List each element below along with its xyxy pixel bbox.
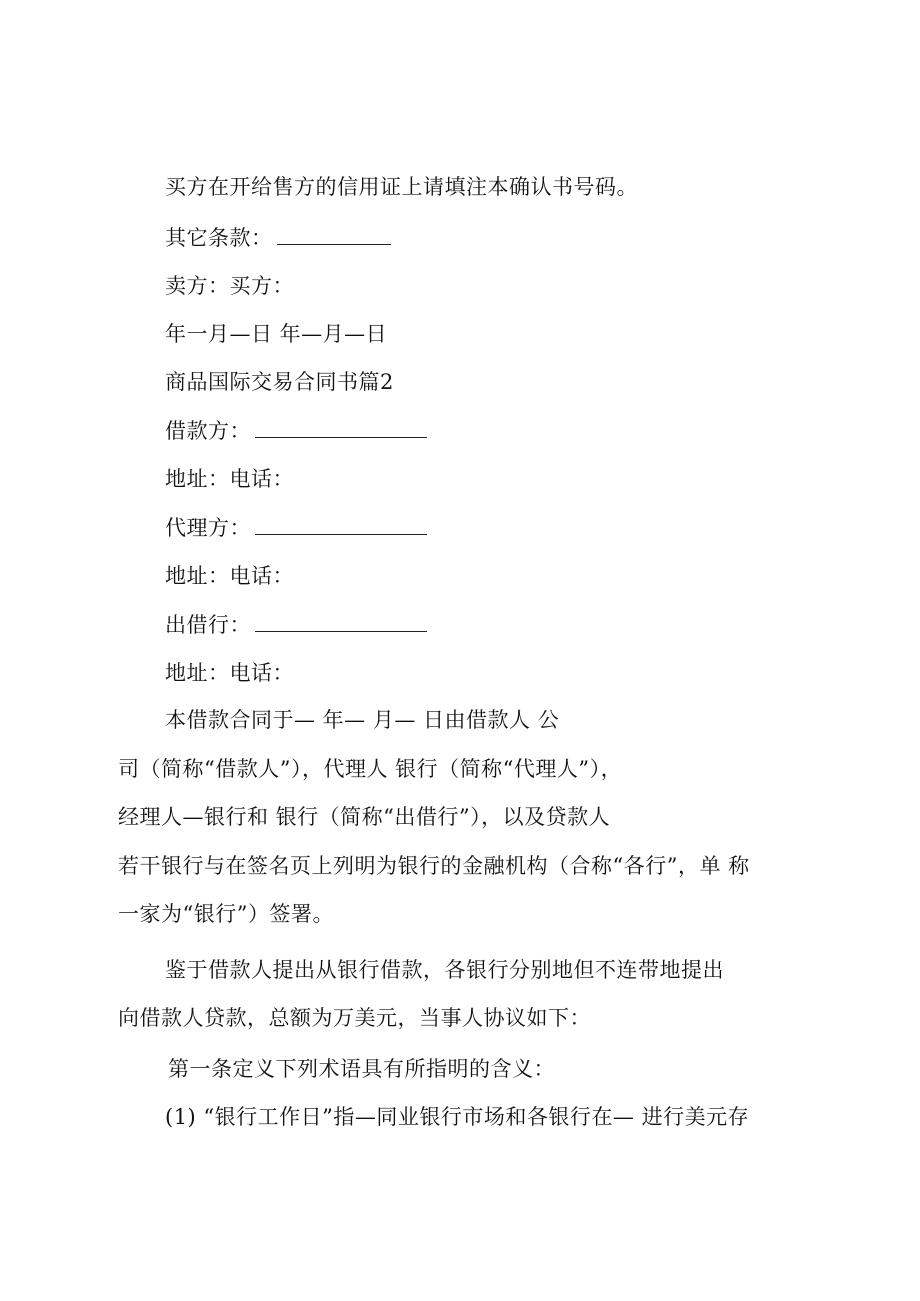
blank-line — [255, 514, 427, 535]
paragraph-line: 经理人—银行和 银行（简称“出借行”），以及贷款人 — [118, 805, 611, 829]
paragraph-line: 若干银行与在签名页上列明为银行的金融机构（合称“各行”，单 称 — [118, 854, 750, 878]
text-line-date: 年一月—日 年—月—日 — [165, 322, 388, 346]
article-heading: 第一条定义下列术语具有所指明的含义： — [168, 1057, 555, 1081]
blank-line — [255, 611, 427, 632]
text-line-other-terms: 其它条款： — [165, 224, 391, 252]
text-line-address: 地址：电话： — [165, 661, 294, 685]
definition-item: (1) “银行工作日”指—同业银行市场和各银行在— 进行美元存 — [165, 1105, 750, 1129]
section-heading: 商品国际交易合同书篇2 — [165, 370, 394, 394]
text-line: 买方在开给售方的信用证上请填注本确认书号码。 — [165, 175, 638, 199]
paragraph-line: 向借款人贷款，总额为万美元，当事人协议如下： — [118, 1006, 591, 1030]
paragraph-line: 本借款合同于— 年— 月— 日由借款人 公 — [165, 708, 560, 732]
text-line-agent: 代理方： — [165, 514, 427, 542]
paragraph-line: 一家为“银行”）签署。 — [118, 902, 334, 926]
text-line-address: 地址：电话： — [165, 467, 294, 491]
paragraph-line: 司（简称“借款人”），代理人 银行（简称“代理人”）， — [118, 757, 623, 781]
text-line: 卖方：买方： — [165, 274, 294, 298]
text-line-address: 地址：电话： — [165, 564, 294, 588]
paragraph-line: 鉴于借款人提出从银行借款，各银行分别地但不连带地提出 — [165, 958, 724, 982]
text-line-lender-bank: 出借行： — [165, 611, 427, 639]
text-line-borrower: 借款方： — [165, 417, 427, 445]
blank-line — [255, 417, 427, 438]
blank-line — [277, 224, 391, 245]
